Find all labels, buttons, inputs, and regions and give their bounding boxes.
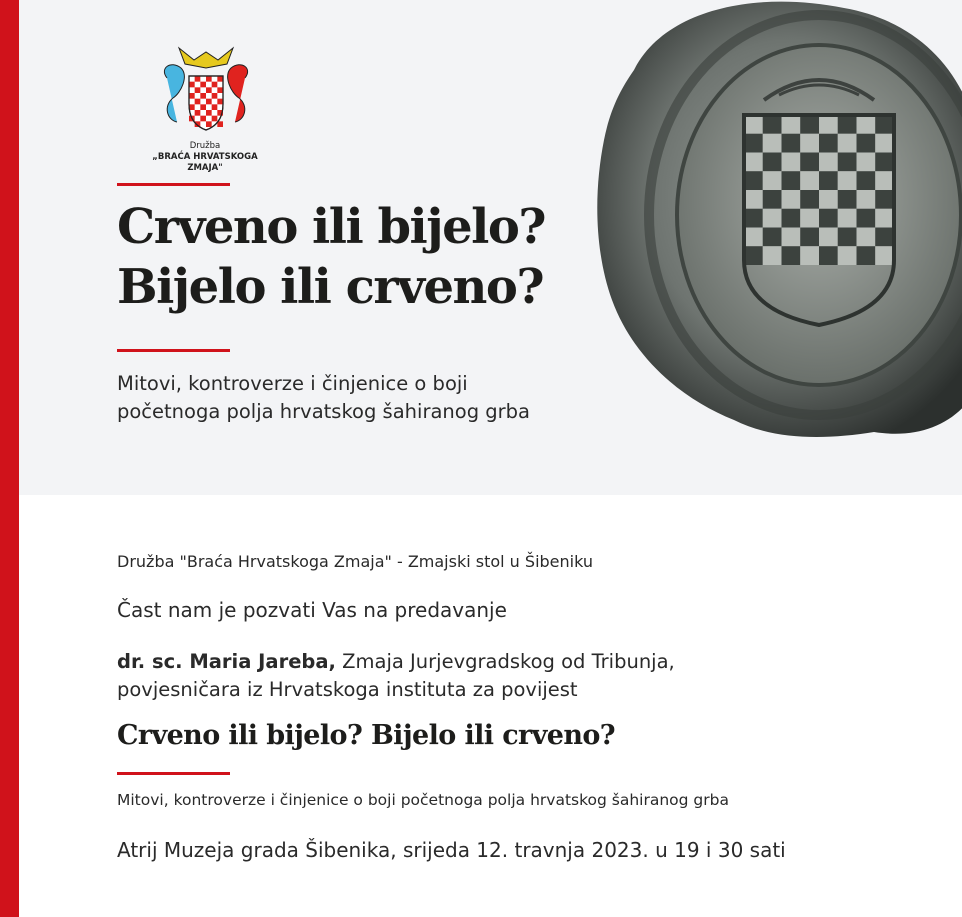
seal-checker-square xyxy=(875,171,894,190)
speaker-name: dr. sc. Maria Jareba, xyxy=(117,650,336,673)
wax-seal-image xyxy=(594,0,962,440)
seal-checker-square xyxy=(744,115,763,134)
seal-checker-square xyxy=(819,209,838,228)
organizer-text: Družba "Braća Hrvatskoga Zmaja" - Zmajski stol u Šibeniku xyxy=(117,552,594,571)
subtitle-line1: Mitovi, kontroverze i činjenice o boji xyxy=(117,372,468,395)
seal-checker-square xyxy=(819,134,838,153)
logo-checker-square xyxy=(200,93,206,99)
seal-checker-square xyxy=(744,134,763,153)
seal-checker-square xyxy=(857,228,876,247)
seal-checker-square xyxy=(763,115,782,134)
logo-checker-square xyxy=(195,99,201,105)
logo-checker-square xyxy=(206,76,212,82)
seal-checker-square xyxy=(763,246,782,265)
seal-checker-square xyxy=(800,228,819,247)
logo-checker-square xyxy=(206,121,212,127)
seal-checker-square xyxy=(857,153,876,172)
page-title xyxy=(117,197,545,317)
seal-checker-square xyxy=(800,153,819,172)
logo-checker-square xyxy=(195,76,201,82)
seal-checker-square xyxy=(838,246,857,265)
logo-checker-square xyxy=(217,76,223,82)
checkerboard-shield xyxy=(744,115,894,265)
seal-checker-square xyxy=(782,115,801,134)
seal-checker-square xyxy=(800,134,819,153)
seal-checker-square xyxy=(744,246,763,265)
seal-checker-square xyxy=(782,171,801,190)
seal-checker-square xyxy=(875,228,894,247)
seal-checker-square xyxy=(838,171,857,190)
seal-checker-square xyxy=(744,209,763,228)
seal-checker-square xyxy=(819,171,838,190)
logo-checker-square xyxy=(217,87,223,93)
speaker-title-line2: povjesničara iz Hrvatskoga instituta za povijest xyxy=(117,678,578,701)
logo-checker-square xyxy=(200,104,206,110)
venue-and-time: Atrij Muzeja grada Šibenika, srijeda 12. travnja 2023. u 19 i 30 sati xyxy=(117,838,786,862)
seal-checker-square xyxy=(857,246,876,265)
speaker-title-line1: Zmaja Jurjevgradskog od Tribunja, xyxy=(335,650,675,673)
speaker-block xyxy=(117,648,675,704)
seal-checker-square xyxy=(744,190,763,209)
red-divider-top xyxy=(117,183,230,186)
dragon-coat-of-arms-logo xyxy=(159,38,253,138)
logo-checker-square xyxy=(212,104,218,110)
seal-checker-square xyxy=(782,153,801,172)
seal-checker-square xyxy=(875,190,894,209)
seal-checker-square xyxy=(857,115,876,134)
seal-checker-square xyxy=(838,209,857,228)
seal-checker-square xyxy=(782,228,801,247)
seal-checker-square xyxy=(763,209,782,228)
logo-checker-square xyxy=(195,87,201,93)
logo-checker-square xyxy=(212,116,218,122)
seal-checker-square xyxy=(838,115,857,134)
seal-checker-square xyxy=(744,153,763,172)
seal-checker-square xyxy=(838,190,857,209)
seal-checker-square xyxy=(819,190,838,209)
seal-checker-square xyxy=(782,134,801,153)
logo-checker-square xyxy=(200,82,206,88)
logo-checker-square xyxy=(212,93,218,99)
seal-checker-square xyxy=(838,228,857,247)
lecture-title: Crveno ili bijelo? Bijelo ili crveno? xyxy=(117,720,616,751)
title-line1: Crveno ili bijelo? xyxy=(117,199,546,255)
seal-checker-square xyxy=(763,153,782,172)
seal-checker-square xyxy=(782,209,801,228)
seal-checker-square xyxy=(800,115,819,134)
seal-checker-square xyxy=(857,171,876,190)
logo-checker-square xyxy=(206,99,212,105)
seal-checker-square xyxy=(763,171,782,190)
seal-checker-square xyxy=(782,246,801,265)
logo-checker-square xyxy=(189,82,195,88)
seal-checker-square xyxy=(782,190,801,209)
seal-checker-square xyxy=(819,228,838,247)
seal-checker-square xyxy=(800,246,819,265)
logo-checker-square xyxy=(206,110,212,116)
seal-checker-square xyxy=(763,190,782,209)
organization-line1: Družba xyxy=(189,141,221,151)
page-subtitle xyxy=(117,370,530,426)
seal-checker-square xyxy=(838,153,857,172)
logo-checker-square xyxy=(200,116,206,122)
seal-checker-square xyxy=(819,246,838,265)
seal-checker-square xyxy=(819,115,838,134)
logo-checker-square xyxy=(195,110,201,116)
title-line2: Bijelo ili crveno? xyxy=(117,259,544,315)
seal-checker-square xyxy=(875,115,894,134)
red-divider-bottom xyxy=(117,772,230,775)
invitation-intro: Čast nam je pozvati Vas na predavanje xyxy=(117,598,507,622)
seal-checker-square xyxy=(838,134,857,153)
seal-checker-square xyxy=(857,134,876,153)
seal-checker-square xyxy=(875,153,894,172)
seal-checker-square xyxy=(763,228,782,247)
seal-checker-square xyxy=(800,209,819,228)
seal-checker-square xyxy=(875,209,894,228)
seal-checker-square xyxy=(857,209,876,228)
organization-line2: „BRAĆA HRVATSKOGA ZMAJA" xyxy=(152,152,258,173)
logo-checker-square xyxy=(189,93,195,99)
seal-checker-square xyxy=(800,171,819,190)
seal-checker-square xyxy=(763,134,782,153)
lecture-subtitle: Mitovi, kontroverze i činjenice o boji početnoga polja hrvatskog šahiranog grba xyxy=(117,791,729,809)
seal-checker-square xyxy=(875,246,894,265)
seal-checker-square xyxy=(800,190,819,209)
logo-checker-square xyxy=(217,99,223,105)
seal-checker-square xyxy=(857,190,876,209)
seal-checker-square xyxy=(819,153,838,172)
organization-label xyxy=(135,141,275,174)
seal-checker-square xyxy=(875,134,894,153)
subtitle-line2: početnoga polja hrvatskog šahiranog grba xyxy=(117,400,530,423)
logo-checker-square xyxy=(212,82,218,88)
logo-checker-square xyxy=(206,87,212,93)
seal-checker-square xyxy=(744,228,763,247)
red-divider-middle xyxy=(117,349,230,352)
left-accent-bar xyxy=(0,0,19,917)
seal-checker-square xyxy=(744,171,763,190)
